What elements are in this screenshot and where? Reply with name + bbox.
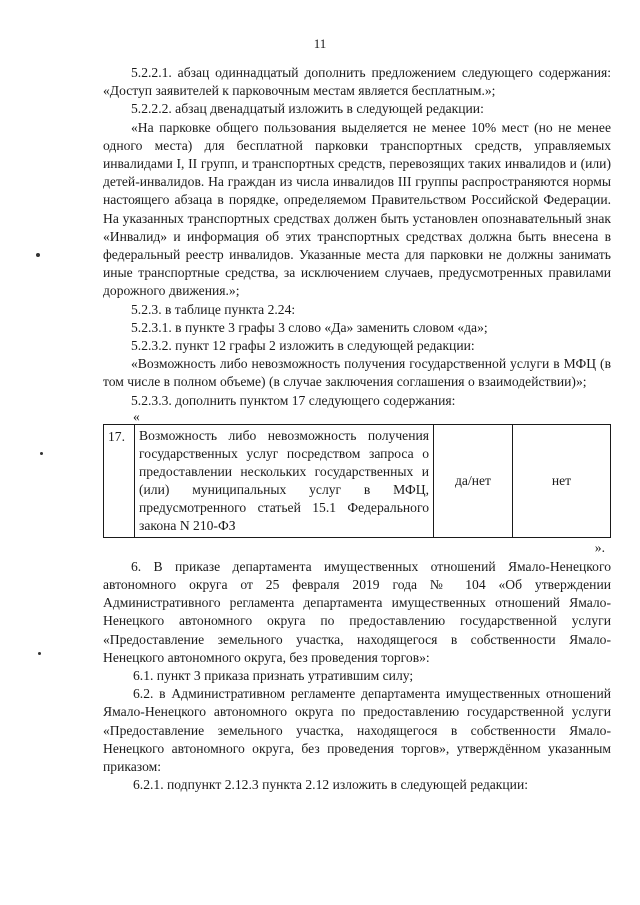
scan-dot — [36, 253, 40, 257]
table-cell-number: 17. — [104, 424, 135, 537]
paragraph-6-2: 6.2. в Административном регламенте департамента имущественных отношений Ямало-Ненецкого автономного округа по предоставлению государственной услуги «Предоставление земельного участка, находящегося в собственности Ямало-Ненецкого автономного округа, без проведения торгов», утверждённом указанным приказом: — [103, 686, 611, 775]
inserted-table — [103, 424, 611, 538]
paragraph-5-2-3: 5.2.3. в таблице пункта 2.24: — [131, 301, 296, 317]
page-number: 11 — [313, 36, 327, 51]
paragraph-5-2-2-2: 5.2.2.2. абзац двенадцатый изложить в следующей редакции: — [131, 101, 484, 117]
table-row — [104, 424, 611, 537]
paragraph-5-2-3-2: 5.2.3.2. пункт 12 графы 2 изложить в следующей редакции: — [131, 338, 475, 354]
paragraph-5-2-3-1: 5.2.3.1. в пункте 3 графы 3 слово «Да» заменить словом «да»; — [131, 319, 488, 335]
paragraph-quote-parking: «На парковке общего пользования выделяется не менее 10% мест (но не менее одного места) для бесплатной парковки транспортных средств, управляемых инвалидами I, II групп, и транспортных средств, перевозящих таких инвалидов и (или) детей-инвалидов. На граждан из числа инвалидов III группы распространяются нормы настоящего абзаца в порядке, определяемом Правительством Российской Федерации. На указанных транспортных средствах должен быть установлен опознавательный знак «Инвалид» и информация об этих транспортных средствах должна быть внесена в федеральный реестр инвалидов. Указанные места для парковки не должны занимать иные транспортные средства, за исключением случаев, предусмотренных правилами дорожного движения.»; — [103, 119, 611, 299]
scan-dot — [38, 652, 41, 655]
table-open-quote: « — [133, 408, 140, 424]
paragraph-6: 6. В приказе департамента имущественных отношений Ямало-Ненецкого автономного округа от 25 февраля 2019 года № 104 «Об утверждении Административного регламента департамента имущественных отношений Ямало-Ненецкого автономного округа по предоставлению государственной услуги «Предоставление земельного участка, находящегося в собственности Ямало-Ненецкого автономного округа, без проведения торгов»: — [103, 558, 611, 665]
table-cell-options: да/нет — [434, 424, 513, 537]
table-close-quote: ». — [594, 539, 605, 555]
document-body — [103, 64, 611, 795]
paragraph-6-1: 6.1. пункт 3 приказа признать утратившим силу; — [133, 668, 414, 684]
paragraph-quote-mfc: «Возможность либо невозможность получения государственной услуги в МФЦ (в том числе в полном объеме) (в случае заключения соглашения о взаимодействии)»; — [103, 356, 611, 390]
scan-dot — [40, 452, 43, 455]
table-cell-value: нет — [513, 424, 611, 537]
paragraph-5-2-2-1: 5.2.2.1. абзац одиннадцатый дополнить предложением следующего содержания: «Доступ заявителей к парковочным местам является бесплатным.»; — [103, 65, 611, 99]
table-cell-description: Возможность либо невозможность получения государственных услуг посредством запроса о предоставлении нескольких государственных и (или) муниципальных услуг в МФЦ, предусмотренного статьей 15.1 Федерального закона N 210-ФЗ — [135, 424, 434, 537]
paragraph-5-2-3-3: 5.2.3.3. дополнить пунктом 17 следующего содержания: — [131, 392, 456, 408]
paragraph-6-2-1: 6.2.1. подпункт 2.12.3 пункта 2.12 изложить в следующей редакции: — [133, 777, 529, 793]
